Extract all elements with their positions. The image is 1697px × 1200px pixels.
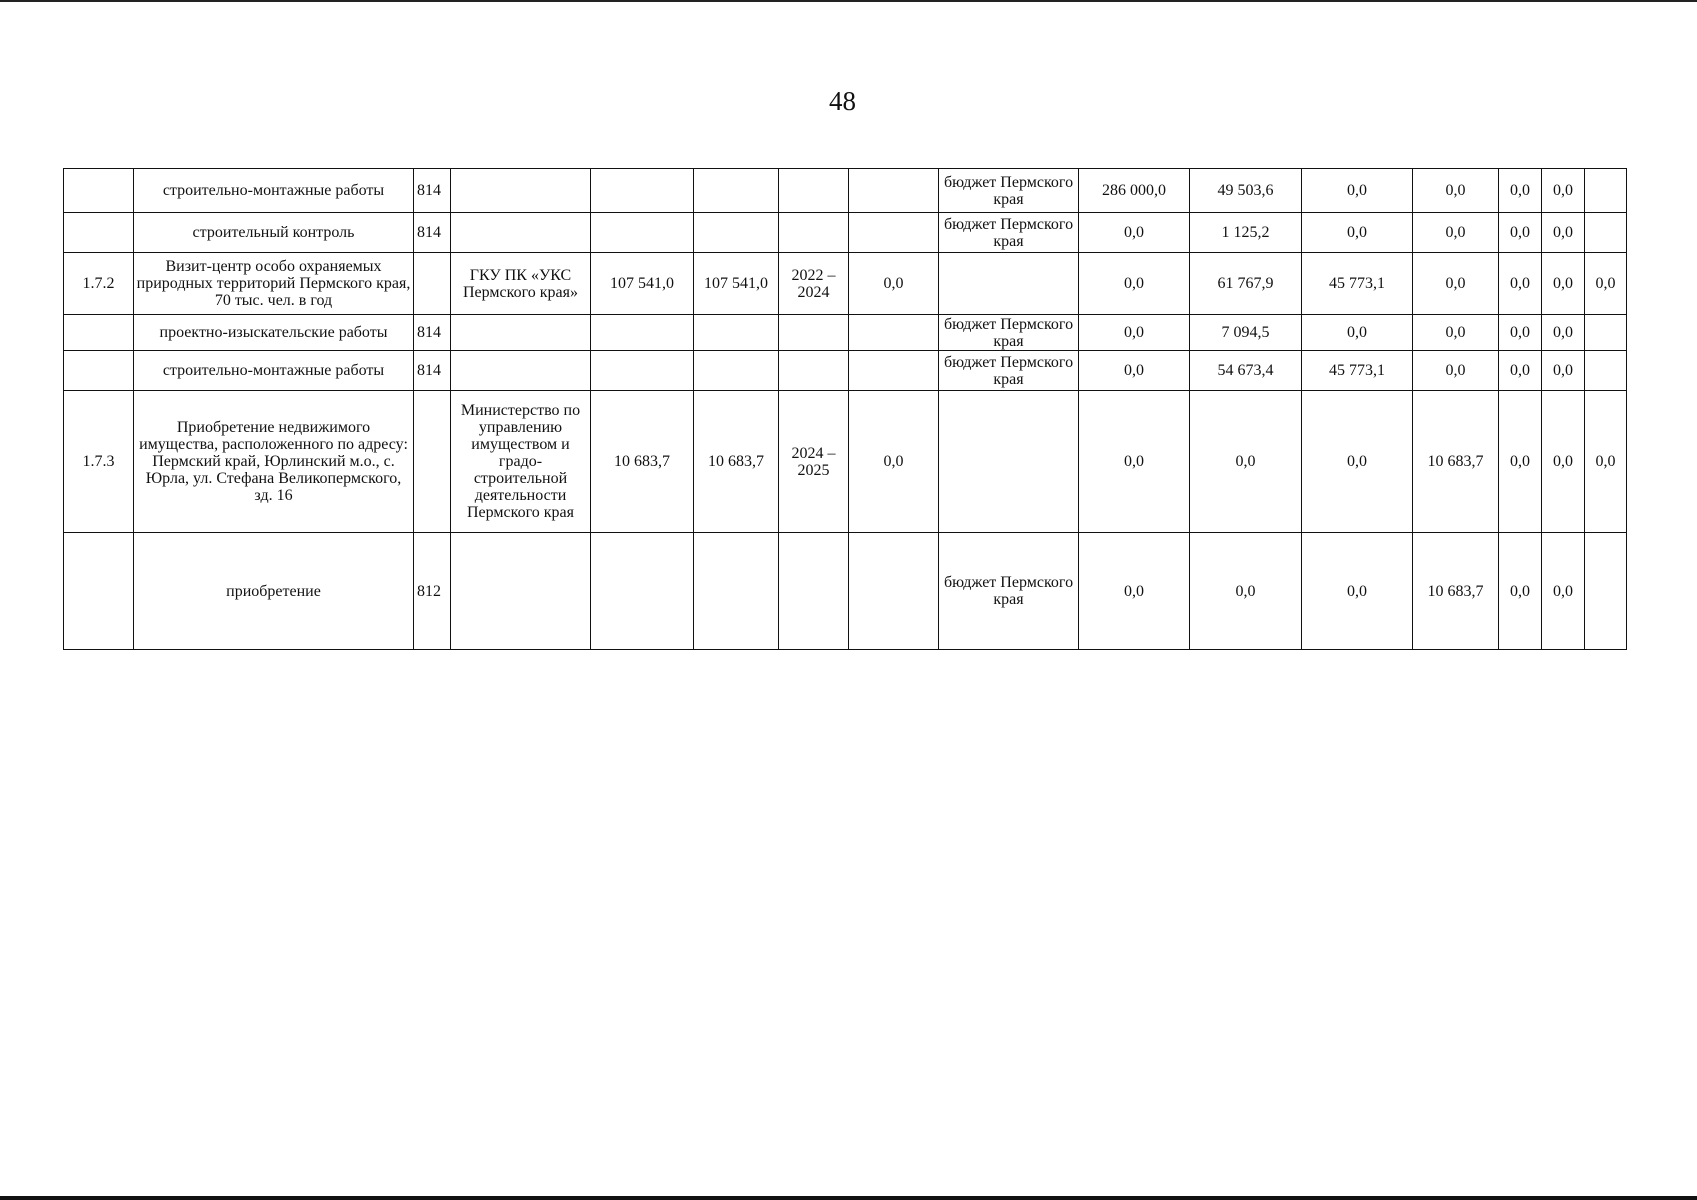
cell-cost-budget [694, 533, 779, 650]
cell-executor [451, 315, 591, 351]
cell-executor [451, 169, 591, 213]
cell-prev [849, 213, 939, 253]
cell-year-3: 0,0 [1302, 533, 1413, 650]
cell-period [779, 351, 849, 391]
program-table [63, 168, 1627, 650]
cell-year-7 [1585, 213, 1627, 253]
cell-year-6: 0,0 [1542, 169, 1585, 213]
cell-year-7 [1585, 533, 1627, 650]
cell-year-4: 0,0 [1413, 213, 1499, 253]
cell-number [64, 169, 134, 213]
table-row [64, 253, 1627, 315]
table-row [64, 533, 1627, 650]
cell-year-4: 10 683,7 [1413, 533, 1499, 650]
cell-year-3: 0,0 [1302, 315, 1413, 351]
cell-cost-budget [694, 315, 779, 351]
cell-number [64, 533, 134, 650]
table-row [64, 315, 1627, 351]
cell-year-1: 0,0 [1079, 253, 1190, 315]
cell-name: приобретение [134, 533, 414, 650]
cell-year-3: 0,0 [1302, 169, 1413, 213]
table-row [64, 391, 1627, 533]
cell-year-1: 286 000,0 [1079, 169, 1190, 213]
cell-year-5: 0,0 [1499, 253, 1542, 315]
cell-year-4: 0,0 [1413, 315, 1499, 351]
cell-year-6: 0,0 [1542, 253, 1585, 315]
cell-number [64, 213, 134, 253]
cell-cost-total [591, 533, 694, 650]
cell-name: строительно-монтажные работы [134, 169, 414, 213]
table-row [64, 169, 1627, 213]
cell-year-7: 0,0 [1585, 391, 1627, 533]
cell-executor [451, 213, 591, 253]
cell-name: Визит-центр особо охраняемых природных территорий Пермского края, 70 тыс. чел. в год [134, 253, 414, 315]
cell-prev: 0,0 [849, 253, 939, 315]
cell-source: бюджет Пермского края [939, 213, 1079, 253]
bottom-edge-rule [0, 1196, 1697, 1200]
cell-name: строительный контроль [134, 213, 414, 253]
cell-executor [451, 533, 591, 650]
cell-source [939, 391, 1079, 533]
cell-year-1: 0,0 [1079, 315, 1190, 351]
cell-year-1: 0,0 [1079, 391, 1190, 533]
cell-period [779, 533, 849, 650]
cell-year-4: 0,0 [1413, 169, 1499, 213]
cell-year-3: 45 773,1 [1302, 253, 1413, 315]
cell-year-3: 0,0 [1302, 213, 1413, 253]
cell-year-1: 0,0 [1079, 351, 1190, 391]
cell-year-6: 0,0 [1542, 213, 1585, 253]
cell-year-5: 0,0 [1499, 351, 1542, 391]
cell-prev [849, 351, 939, 391]
cell-executor: ГКУ ПК «УКС Пермского края» [451, 253, 591, 315]
cell-year-3: 45 773,1 [1302, 351, 1413, 391]
cell-year-2: 49 503,6 [1190, 169, 1302, 213]
cell-year-2: 0,0 [1190, 533, 1302, 650]
cell-name: проектно-изыскательские работы [134, 315, 414, 351]
cell-year-5: 0,0 [1499, 533, 1542, 650]
cell-year-6: 0,0 [1542, 533, 1585, 650]
cell-year-7 [1585, 315, 1627, 351]
cell-year-5: 0,0 [1499, 391, 1542, 533]
cell-period: 2022 – 2024 [779, 253, 849, 315]
cell-cost-total: 10 683,7 [591, 391, 694, 533]
table-body [64, 169, 1627, 650]
cell-number [64, 315, 134, 351]
cell-period [779, 315, 849, 351]
cell-code: 812 [414, 533, 451, 650]
cell-year-1: 0,0 [1079, 533, 1190, 650]
cell-year-7 [1585, 169, 1627, 213]
cell-cost-budget [694, 213, 779, 253]
cell-period: 2024 – 2025 [779, 391, 849, 533]
cell-name: Приобретение недвижимого имущества, расположенного по адресу: Пермский край, Юрлинский м.о., с. Юрла, ул. Стефана Великопермского, зд. 16 [134, 391, 414, 533]
cell-year-6: 0,0 [1542, 315, 1585, 351]
cell-source: бюджет Пермского края [939, 533, 1079, 650]
cell-code: 814 [414, 351, 451, 391]
cell-number [64, 351, 134, 391]
cell-year-6: 0,0 [1542, 391, 1585, 533]
cell-cost-total [591, 213, 694, 253]
cell-cost-budget [694, 351, 779, 391]
cell-source [939, 253, 1079, 315]
cell-year-4: 0,0 [1413, 351, 1499, 391]
cell-cost-budget [694, 169, 779, 213]
cell-cost-total [591, 169, 694, 213]
cell-number: 1.7.2 [64, 253, 134, 315]
cell-cost-total [591, 351, 694, 391]
cell-executor: Министерство по управлению имуществом и градо-строительной деятельности Пермского края [451, 391, 591, 533]
cell-name: строительно-монтажные работы [134, 351, 414, 391]
cell-code [414, 391, 451, 533]
cell-source: бюджет Пермского края [939, 351, 1079, 391]
table-row [64, 351, 1627, 391]
page-number: 48 [829, 86, 856, 116]
cell-prev [849, 315, 939, 351]
cell-year-5: 0,0 [1499, 169, 1542, 213]
cell-year-2: 0,0 [1190, 391, 1302, 533]
top-edge-rule [0, 0, 1697, 2]
cell-cost-budget: 10 683,7 [694, 391, 779, 533]
cell-year-3: 0,0 [1302, 391, 1413, 533]
cell-executor [451, 351, 591, 391]
cell-cost-total [591, 315, 694, 351]
cell-year-5: 0,0 [1499, 213, 1542, 253]
cell-year-7: 0,0 [1585, 253, 1627, 315]
cell-year-6: 0,0 [1542, 351, 1585, 391]
cell-year-2: 54 673,4 [1190, 351, 1302, 391]
cell-source: бюджет Пермского края [939, 315, 1079, 351]
cell-period [779, 213, 849, 253]
cell-prev: 0,0 [849, 391, 939, 533]
cell-prev [849, 533, 939, 650]
cell-cost-total: 107 541,0 [591, 253, 694, 315]
cell-year-2: 7 094,5 [1190, 315, 1302, 351]
cell-code: 814 [414, 169, 451, 213]
table-row [64, 213, 1627, 253]
cell-prev [849, 169, 939, 213]
cell-year-2: 61 767,9 [1190, 253, 1302, 315]
cell-year-5: 0,0 [1499, 315, 1542, 351]
cell-code: 814 [414, 315, 451, 351]
cell-cost-budget: 107 541,0 [694, 253, 779, 315]
cell-year-4: 10 683,7 [1413, 391, 1499, 533]
cell-year-1: 0,0 [1079, 213, 1190, 253]
cell-period [779, 169, 849, 213]
cell-year-2: 1 125,2 [1190, 213, 1302, 253]
cell-code: 814 [414, 213, 451, 253]
cell-year-4: 0,0 [1413, 253, 1499, 315]
cell-source: бюджет Пермского края [939, 169, 1079, 213]
cell-year-7 [1585, 351, 1627, 391]
cell-code [414, 253, 451, 315]
cell-number: 1.7.3 [64, 391, 134, 533]
